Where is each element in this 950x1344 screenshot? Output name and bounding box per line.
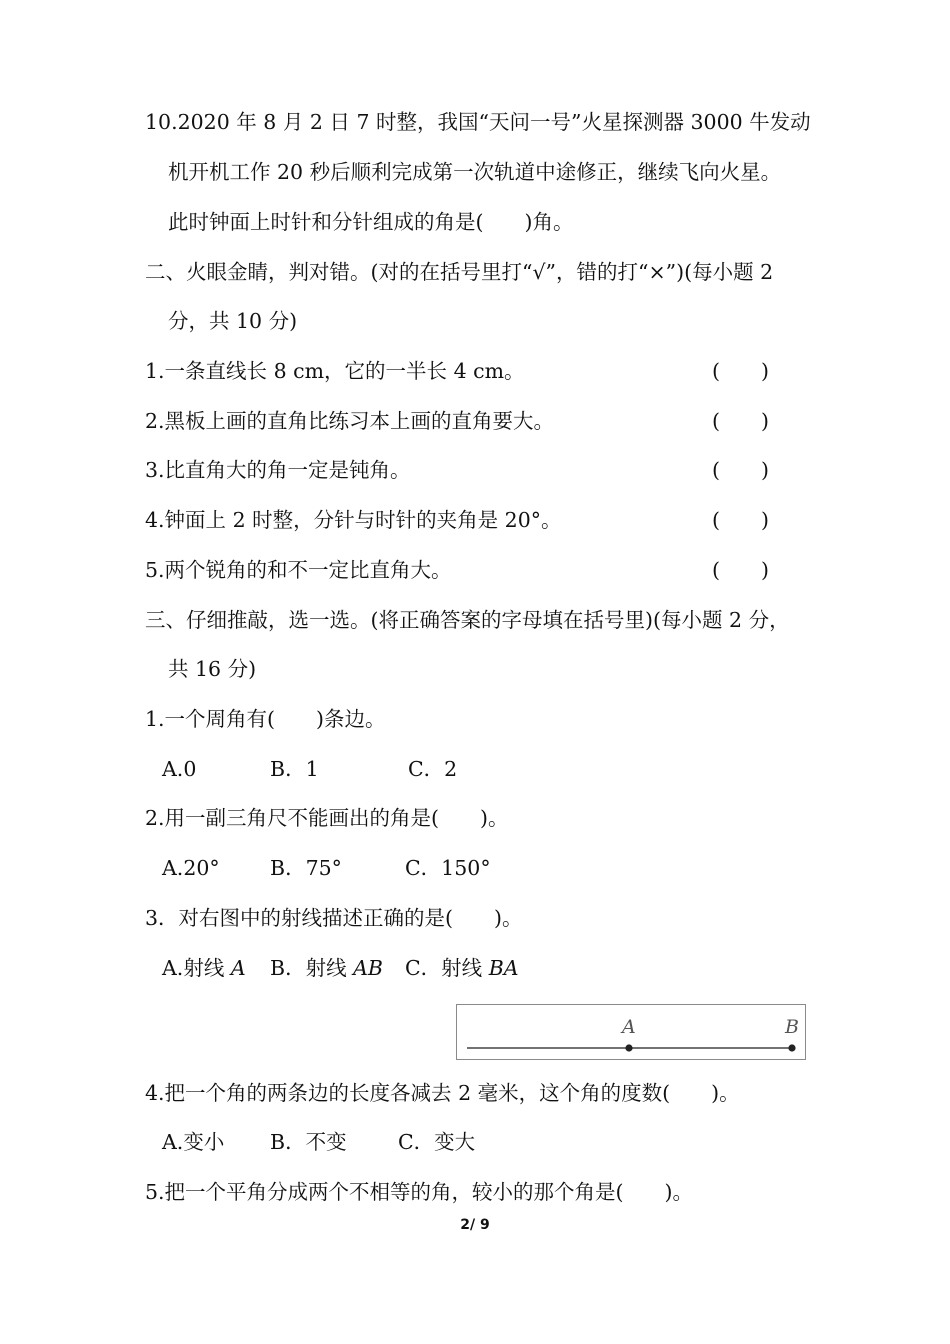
choice-q3-text: 3．对右图中的射线描述正确的是( )。 <box>145 906 523 930</box>
choice-q2-option-a: A.20° <box>162 856 220 880</box>
point-a-dot <box>625 1044 632 1051</box>
ray-diagram <box>457 1005 805 1059</box>
judge-item-5: 5.两个锐角的和不一定比直角大。 <box>145 558 452 582</box>
judge-item-3: 3.比直角大的角一定是钝角。 <box>145 458 411 482</box>
choice-q3-option-c <box>405 954 519 982</box>
choice-q3-option-b-var: AB <box>353 956 383 980</box>
point-b-dot <box>788 1044 795 1051</box>
judge-item-1: 1.一条直线长 8 cm，它的一半长 4 cm。 <box>145 359 525 383</box>
q10-line-3: 此时钟面上时针和分针组成的角是( )角。 <box>168 210 574 234</box>
choice-q3-option-a-prefix: A.射线 <box>162 956 231 980</box>
judge-blank-4: ( ) <box>712 508 769 532</box>
judge-item-2: 2.黑板上画的直角比练习本上画的直角要大。 <box>145 409 555 433</box>
choice-q4-option-c: C．变大 <box>398 1130 476 1154</box>
judge-blank-2: ( ) <box>712 409 769 433</box>
section2-heading-line-2: 分，共 10 分) <box>168 309 298 333</box>
choice-q1-option-c: C．2 <box>408 757 458 781</box>
choice-q3-option-c-var: BA <box>488 956 519 980</box>
point-a-label: A <box>622 1016 636 1038</box>
choice-q5-text: 5.把一个平角分成两个不相等的角，较小的那个角是( )。 <box>145 1180 694 1204</box>
choice-q3-option-c-prefix: C．射线 <box>405 956 489 980</box>
q10-line-1: 10.2020 年 8 月 2 日 7 时整，我国“天问一号”火星探测器 3000 牛发动 <box>145 110 811 134</box>
judge-blank-5: ( ) <box>712 558 769 582</box>
section2-heading-line-1: 二、火眼金睛，判对错。(对的在括号里打“√”，错的打“×”)(每小题 2 <box>145 260 774 284</box>
q10-line-2: 机开机工作 20 秒后顺利完成第一次轨道中途修正，继续飞向火星。 <box>168 160 782 184</box>
choice-q1-text: 1.一个周角有( )条边。 <box>145 707 386 731</box>
point-b-label: B <box>785 1016 799 1038</box>
judge-item-4: 4.钟面上 2 时整，分针与时针的夹角是 20°。 <box>145 508 562 532</box>
choice-q2-text: 2.用一副三角尺不能画出的角是( )。 <box>145 806 509 830</box>
choice-q3-option-a <box>162 954 246 982</box>
section3-heading-line-1: 三、仔细推敲，选一选。(将正确答案的字母填在括号里)(每小题 2 分， <box>145 608 790 632</box>
choice-q2-option-c: C．150° <box>405 856 491 880</box>
choice-q4-option-a: A.变小 <box>162 1130 225 1154</box>
choice-q2-option-b: B．75° <box>270 856 342 880</box>
choice-q3-option-b-prefix: B．射线 <box>270 956 354 980</box>
judge-blank-1: ( ) <box>712 359 769 383</box>
choice-q4-text: 4.把一个角的两条边的长度各减去 2 毫米，这个角的度数( )。 <box>145 1081 740 1105</box>
choice-q1-option-a: A.0 <box>162 757 197 781</box>
choice-q3-option-b <box>270 954 383 982</box>
judge-blank-3: ( ) <box>712 458 769 482</box>
choice-q4-option-b: B．不变 <box>270 1130 347 1154</box>
choice-q1-option-b: B．1 <box>270 757 319 781</box>
section3-heading-line-2: 共 16 分) <box>168 657 257 681</box>
page-number: 2/ 9 <box>460 1217 490 1233</box>
ray-figure <box>456 1004 806 1060</box>
choice-q3-option-a-var: A <box>230 956 246 980</box>
